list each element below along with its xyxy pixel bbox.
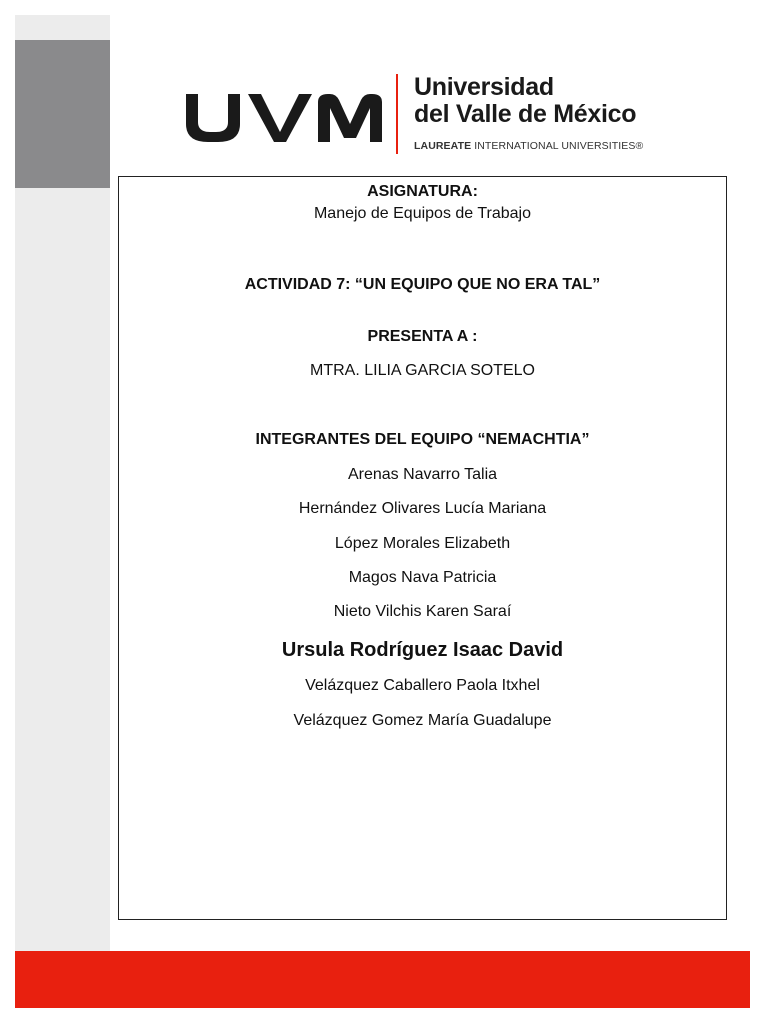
presented-to-name: MTRA. LILIA GARCIA SOTELO <box>310 362 535 379</box>
team-heading: INTEGRANTES DEL EQUIPO “NEMACHTIA” <box>255 431 590 448</box>
member-item: Velázquez Caballero Paola Itxhel <box>305 677 540 694</box>
cover-content-box <box>118 176 727 920</box>
subject-name: Manejo de Equipos de Trabajo <box>313 205 532 222</box>
logo-divider <box>396 74 398 154</box>
university-name-line2: del Valle de México <box>414 100 637 128</box>
presented-to-heading: PRESENTA A : <box>367 328 478 345</box>
member-item-highlighted: Ursula Rodríguez Isaac David <box>281 639 564 661</box>
footer-red-bar <box>15 951 750 1008</box>
uvm-logo <box>182 72 662 162</box>
member-item: López Morales Elizabeth <box>334 535 511 552</box>
laureate-tagline <box>414 140 643 152</box>
side-panel-dark <box>15 40 110 188</box>
member-item: Magos Nava Patricia <box>348 569 497 586</box>
member-item: Nieto Vilchis Karen Saraí <box>333 603 512 620</box>
university-name-line1: Universidad <box>414 73 554 101</box>
activity-title: ACTIVIDAD 7: “UN EQUIPO QUE NO ERA TAL” <box>244 276 601 293</box>
member-item: Hernández Olivares Lucía Mariana <box>298 500 547 517</box>
university-name <box>414 74 636 128</box>
uvm-mark-icon <box>182 88 382 144</box>
laureate-rest: INTERNATIONAL UNIVERSITIES® <box>471 140 644 152</box>
laureate-strong: LAUREATE <box>414 140 472 152</box>
member-item: Arenas Navarro Talia <box>347 466 498 483</box>
subject-heading: ASIGNATURA: <box>367 183 478 200</box>
member-item: Velázquez Gomez María Guadalupe <box>293 712 552 729</box>
